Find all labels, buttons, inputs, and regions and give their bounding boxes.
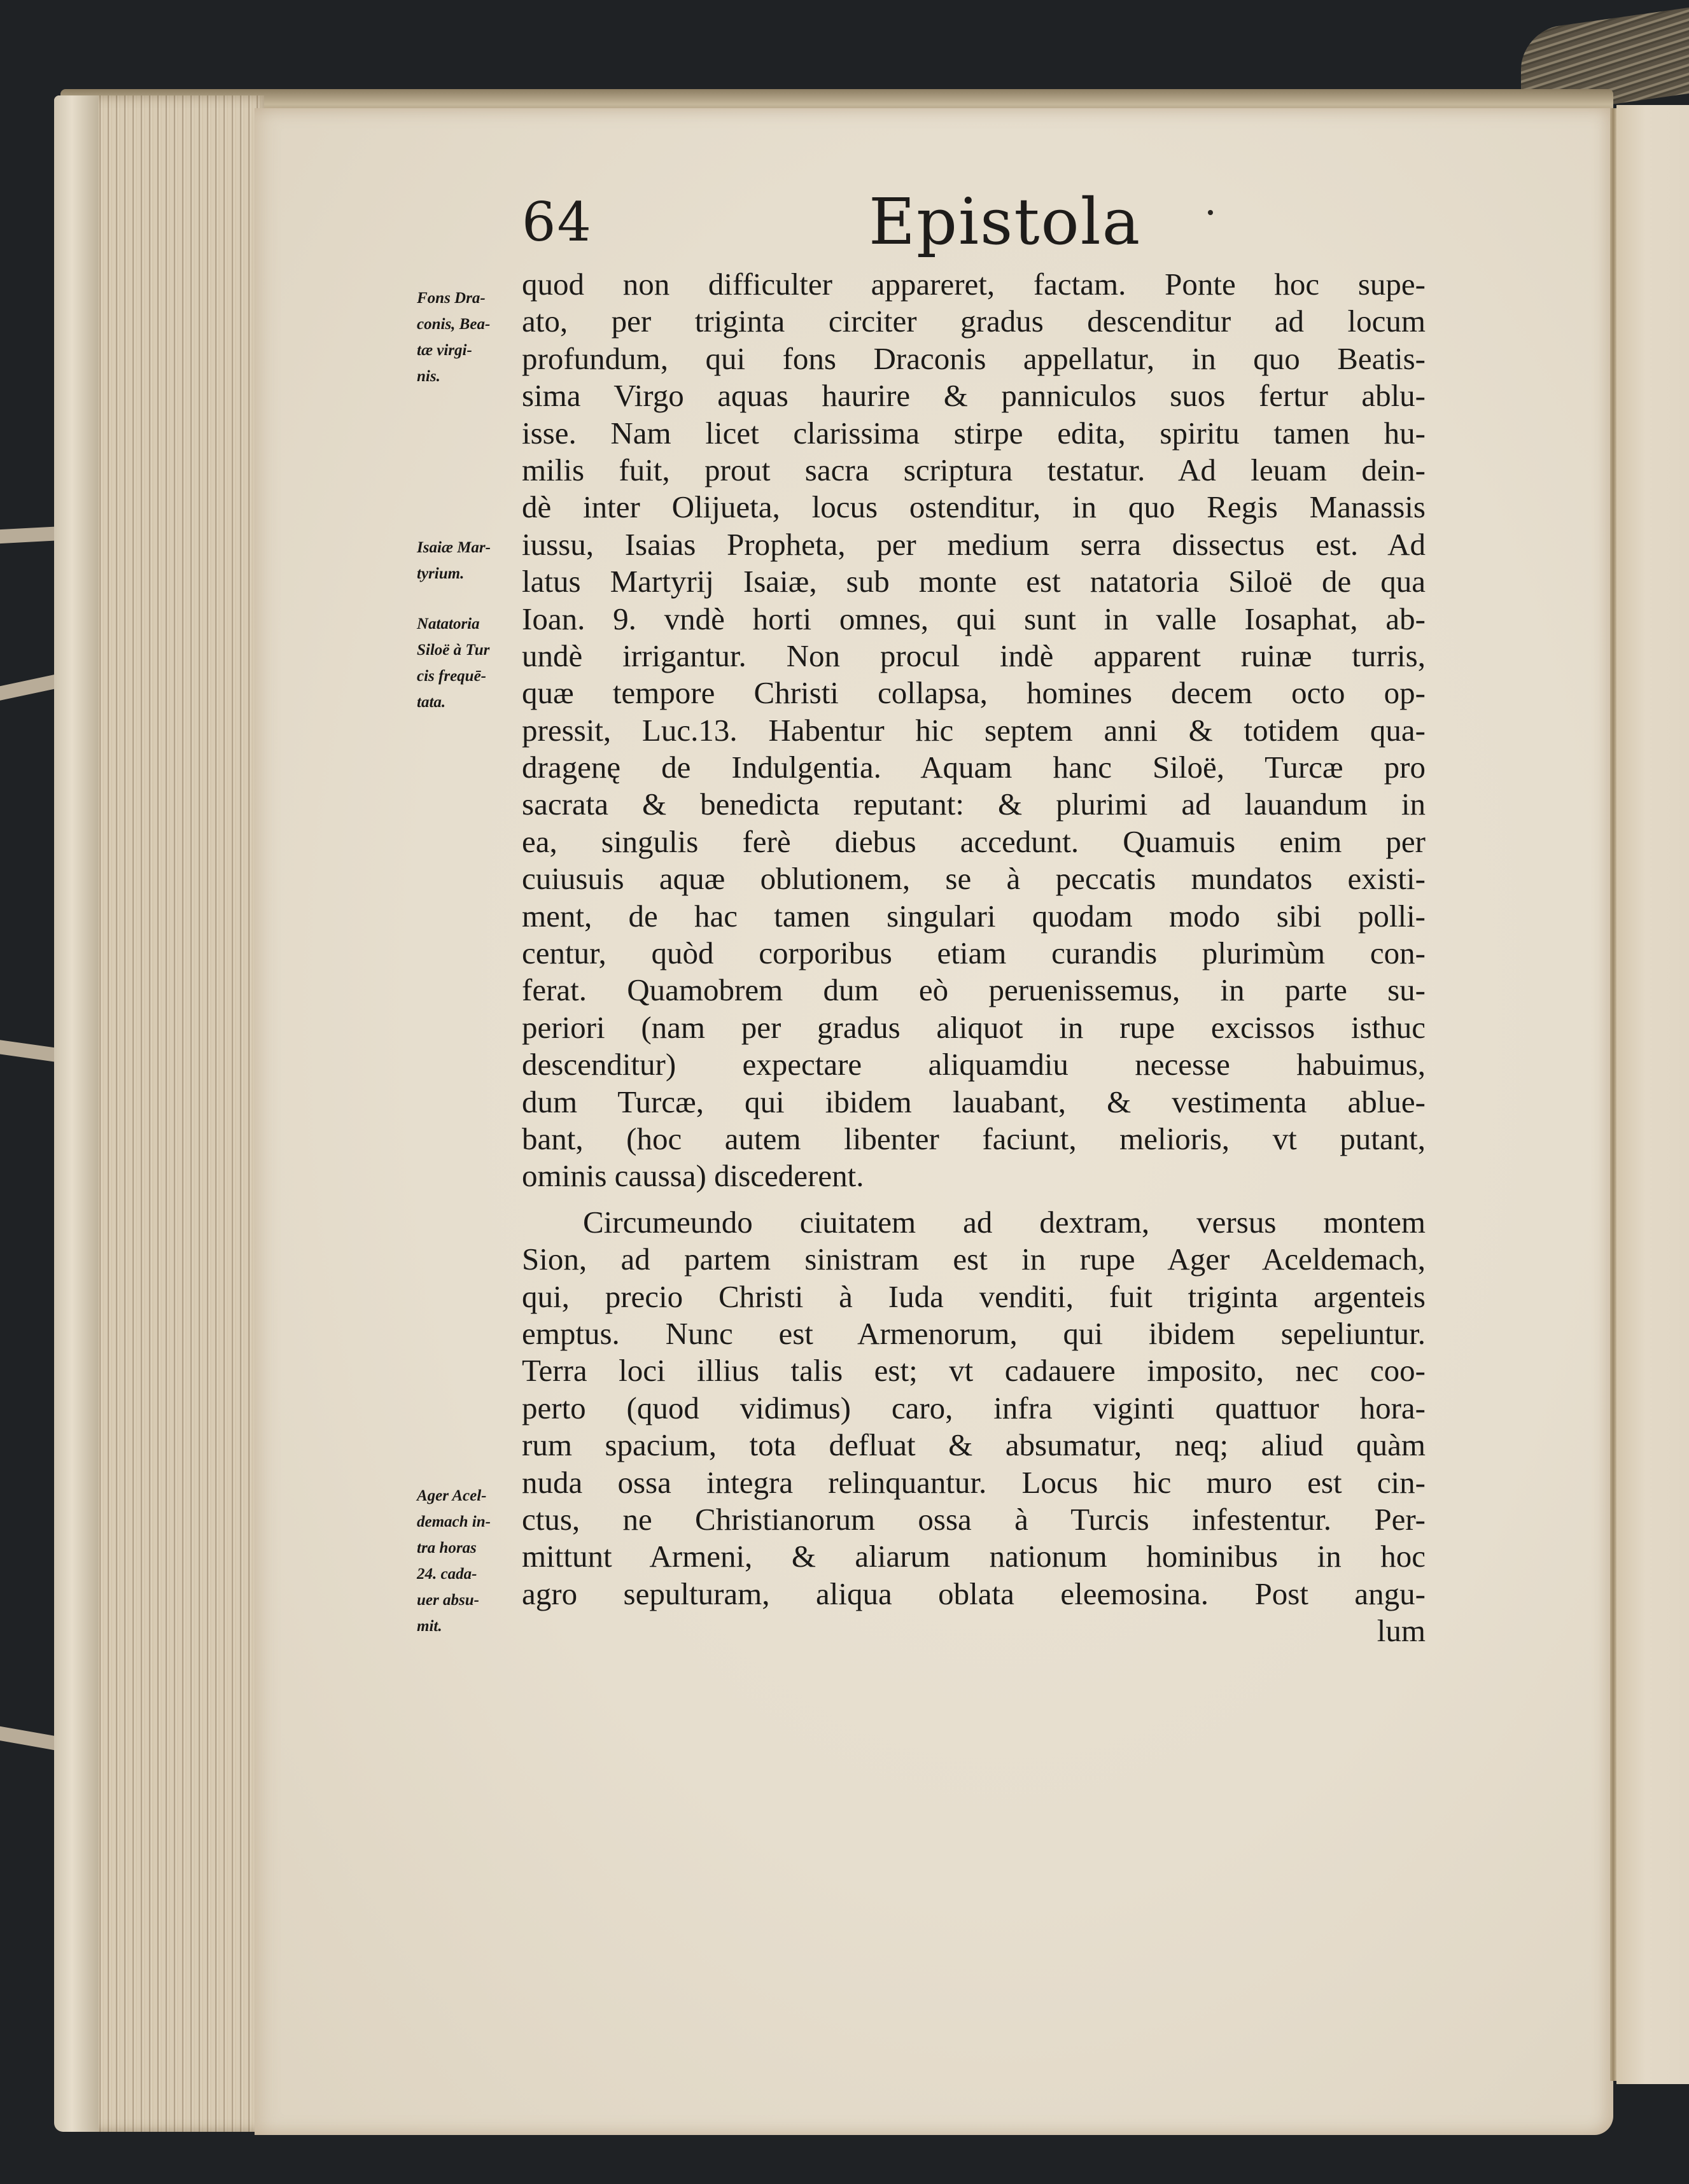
running-title: Epistola [869, 185, 1142, 259]
marginal-note-line: uer absu- [417, 1592, 479, 1609]
text-line: quod non difficulter appareret, factam. Ponte hoc supe- [522, 267, 1426, 302]
marginal-note-line: tyrium. [417, 565, 465, 582]
marginal-note-line: Ager Acel- [417, 1487, 487, 1504]
marginal-note [417, 1483, 522, 1639]
text-line: dè inter Olijueta, locus ostenditur, in quo Regis Manassis [522, 489, 1426, 525]
marginal-note-line: mit. [417, 1618, 442, 1635]
text-line: quæ tempore Christi collapsa, homines decem octo op- [522, 675, 1426, 711]
text-line: iussu, Isaias Propheta, per medium serra dissectus est. Ad [522, 526, 1426, 562]
marginal-note [417, 285, 522, 389]
marginal-note [417, 535, 522, 587]
marginal-note-line: nis. [417, 368, 440, 385]
marginal-note-line: tata. [417, 694, 446, 711]
marginal-note [417, 611, 522, 715]
book-cover-edge [54, 95, 99, 2132]
text-line: qui, precio Christi à Iuda venditi, fuit triginta argenteis [522, 1278, 1426, 1314]
catchword: lum [1377, 1613, 1426, 1649]
marginal-note-line: demach in- [417, 1513, 491, 1530]
text-line: periori (nam per gradus aliquot in rupe excissos isthuc [522, 1009, 1426, 1045]
text-line: Ioan. 9. vndè horti omnes, qui sunt in valle Iosaphat, ab- [522, 601, 1426, 636]
text-line: ato, per triginta circiter gradus descenditur ad locum [522, 304, 1426, 339]
text-line: profundum, qui fons Draconis appellatur, in quo Beatis- [522, 340, 1426, 376]
text-line: sima Virgo aquas haurire & panniculos suos fertur ablu- [522, 378, 1426, 414]
marginal-note-line: cis frequē- [417, 668, 486, 685]
marginal-note-line: Natatoria [417, 615, 480, 633]
marginal-note-line: conis, Bea- [417, 316, 491, 333]
text-line: ment, de hac tamen singulari quodam modo sibi polli- [522, 898, 1426, 934]
text-line: Circumeundo ciuitatem ad dextram, versus montem [583, 1204, 1426, 1240]
marginal-note-line: tæ virgi- [417, 342, 472, 359]
text-line: cuiusuis aquæ oblutionem, se à peccatis mundatos existi- [522, 861, 1426, 897]
ornament-dot [1208, 210, 1213, 215]
text-line: isse. Nam licet clarissima stirpe edita, spiritu tamen hu- [522, 415, 1426, 451]
facing-page [1616, 105, 1689, 2084]
page-gutter [1610, 108, 1616, 2081]
text-line: ctus, ne Christianorum ossa à Turcis infestentur. Per- [522, 1501, 1426, 1537]
marginal-note-line: Siloë à Tur [417, 641, 490, 659]
marginal-note-line: tra horas [417, 1539, 477, 1557]
marginal-note-line: 24. cada- [417, 1565, 477, 1583]
text-line: nuda ossa integra relinquantur. Locus hic muro est cin- [522, 1464, 1426, 1500]
text-line: ferat. Quamobrem dum eò peruenissemus, in parte su- [522, 972, 1426, 1008]
text-line: milis fuit, prout sacra scriptura testatur. Ad leuam dein- [522, 452, 1426, 487]
text-line: bant, (hoc autem libenter faciunt, melioris, vt putant, [522, 1121, 1426, 1156]
text-line: dum Turcæ, qui ibidem lauabant, & vestimenta ablue- [522, 1084, 1426, 1119]
running-head [522, 185, 1426, 259]
text-line: sacrata & benedicta reputant: & plurimi ad lauandum in [522, 787, 1426, 822]
text-line: Terra loci illius talis est; vt cadauere imposito, nec coo- [522, 1353, 1426, 1389]
text-line: undè irrigantur. Non procul indè apparent ruinæ turris, [522, 638, 1426, 673]
text-line: ominis caussa) discederent. [522, 1158, 864, 1194]
text-line: descenditur) expectare aliquamdiu necesse habuimus, [522, 1047, 1426, 1082]
page-number: 64 [522, 191, 592, 253]
paragraph [522, 266, 1426, 1195]
text-line: agro sepulturam, aliqua oblata eleemosina. Post angu- [522, 1576, 1426, 1611]
text-line: rum spacium, tota defluat & absumatur, neq; aliud quàm [522, 1427, 1426, 1463]
text-line: emptus. Nunc est Armenorum, qui ibidem sepeliuntur. [522, 1315, 1426, 1351]
text-line: pressit, Luc.13. Habentur hic septem anni & totidem qua- [522, 712, 1426, 748]
marginal-note-line: Fons Dra- [417, 290, 486, 307]
text-line: Sion, ad partem sinistram est in rupe Ager Aceldemach, [522, 1242, 1426, 1277]
text-line: centur, quòd corporibus etiam curandis plurimùm con- [522, 935, 1426, 971]
text-line: ea, singulis ferè diebus accedunt. Quamuis enim per [522, 823, 1426, 859]
text-line: mittunt Armeni, & aliarum nationum hominibus in hoc [522, 1539, 1426, 1574]
text-line: perto (quod vidimus) caro, infra viginti quattuor hora- [522, 1390, 1426, 1425]
text-line: latus Martyrij Isaiæ, sub monte est natatoria Siloë de qua [522, 564, 1426, 599]
marginal-note-line: Isaiæ Mar- [417, 539, 491, 556]
body-text [522, 266, 1426, 1649]
paragraph [522, 1204, 1426, 1650]
text-line: dragenę de Indulgentia. Aquam hanc Siloë, Turcæ pro [522, 750, 1426, 785]
